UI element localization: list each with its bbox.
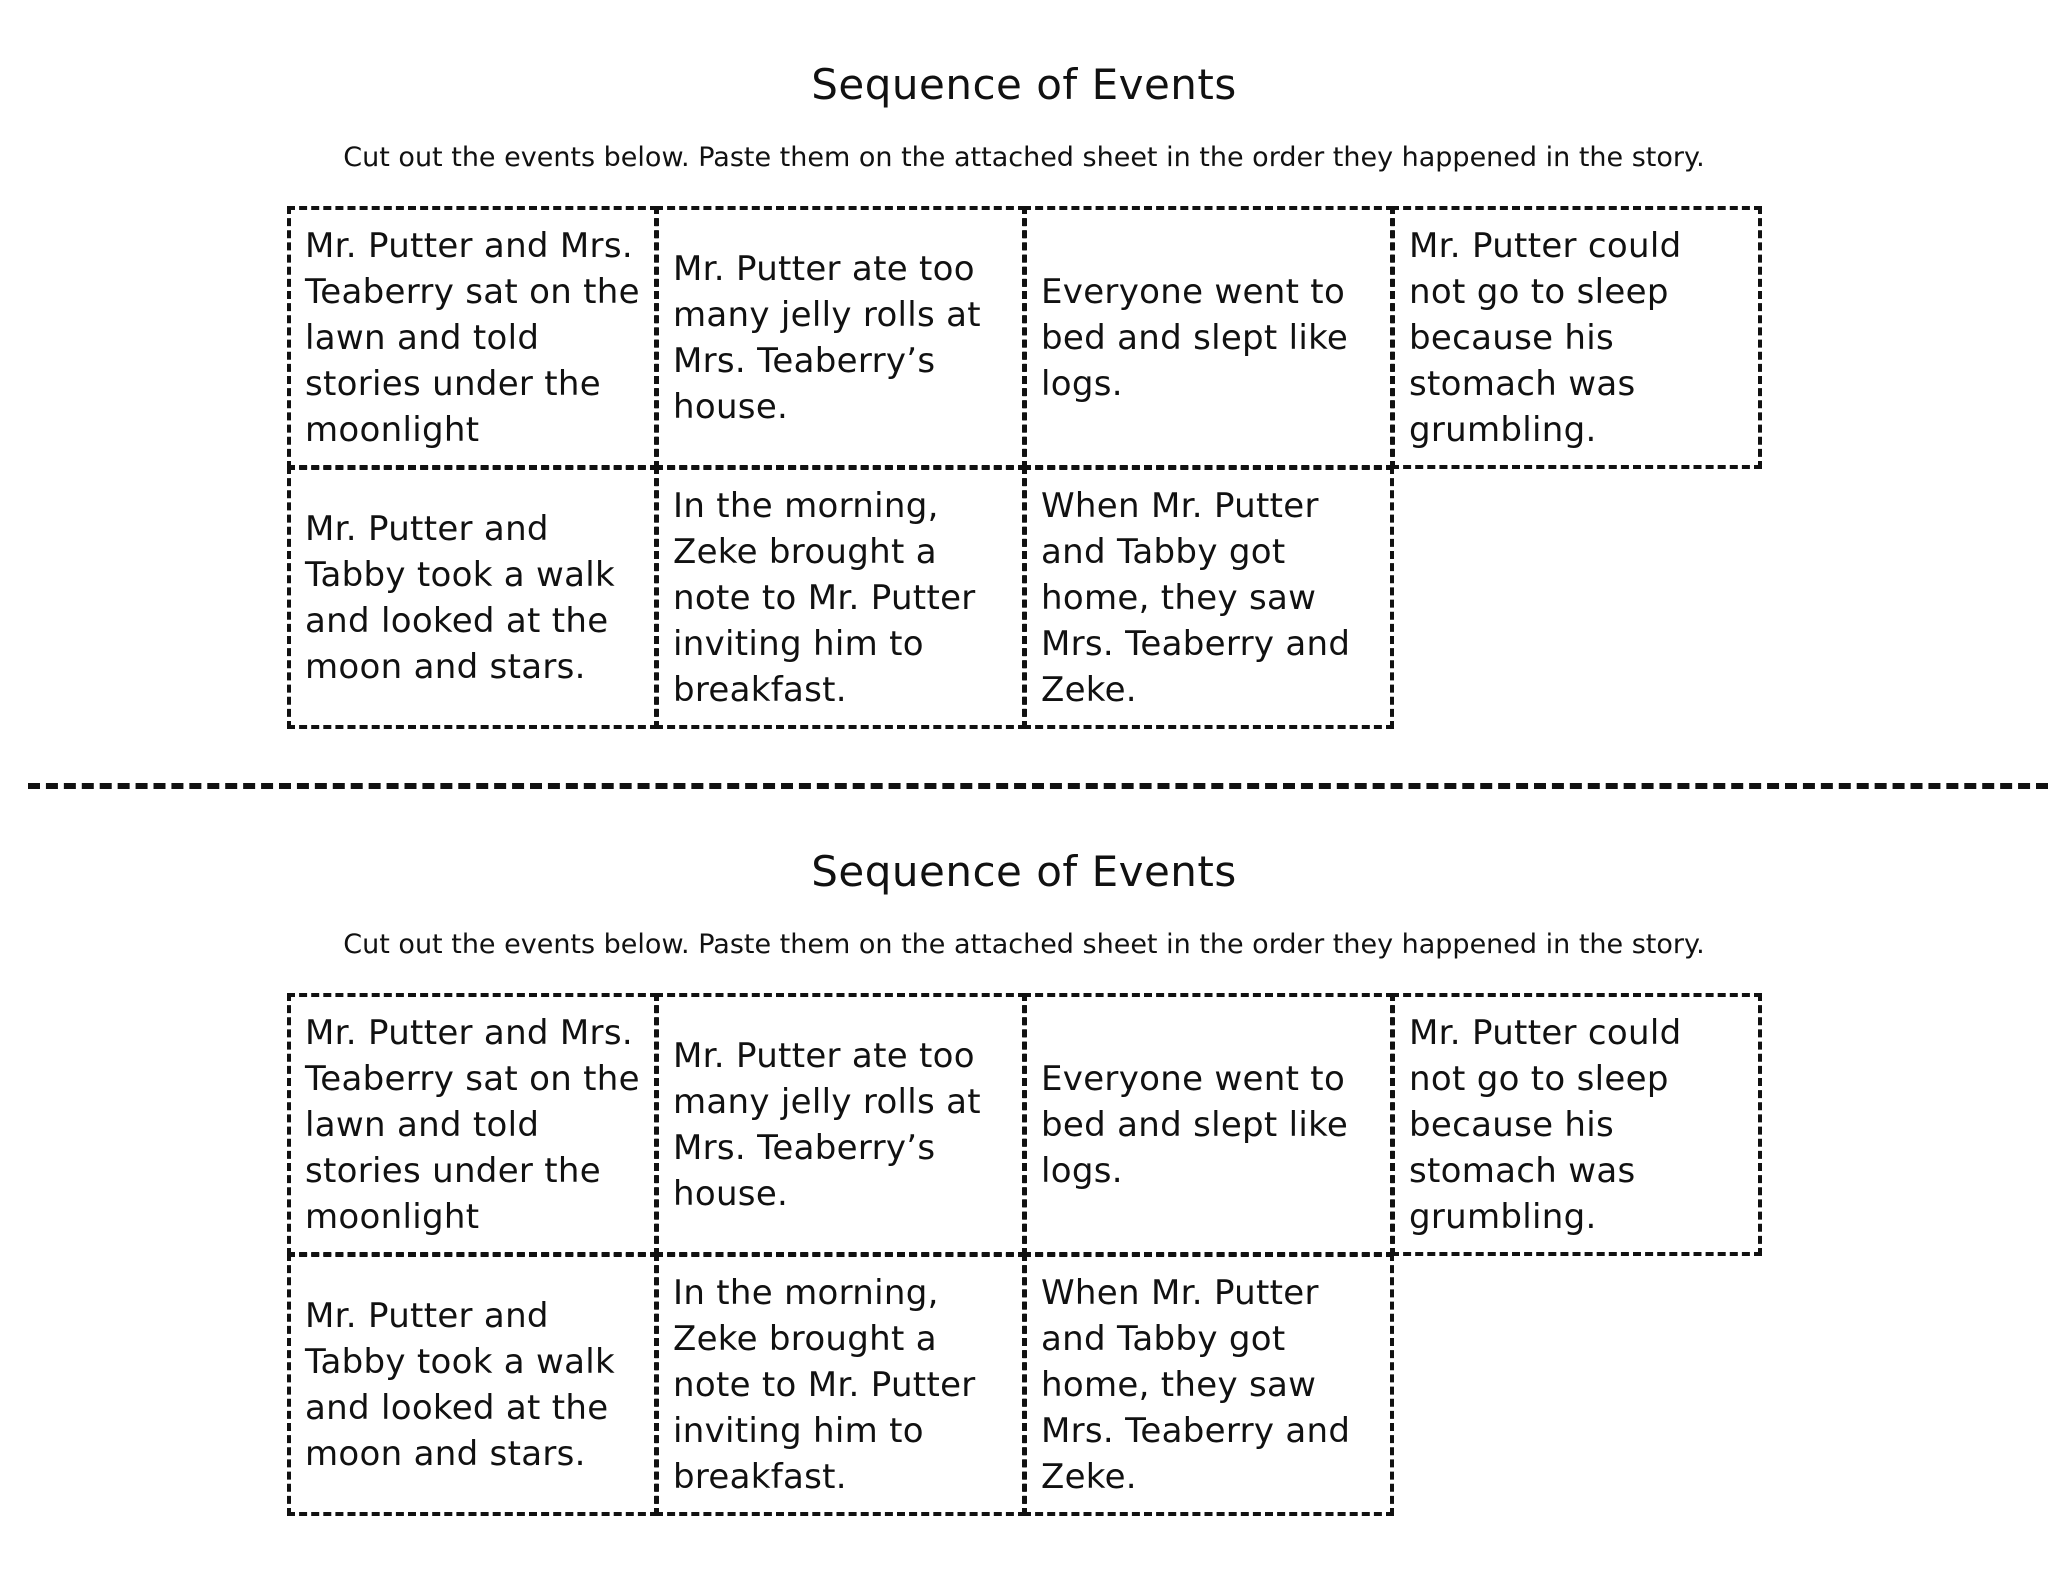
event-card-text: Mr. Putter ate too many jelly rolls at Mrs. Teaberry’s house. (673, 248, 981, 427)
event-card-text: When Mr. Putter and Tabby got home, they saw Mrs. Teaberry and Zeke. (1041, 485, 1351, 710)
event-card (655, 206, 1026, 469)
event-card (655, 993, 1026, 1256)
event-card-text: Everyone went to bed and slept like logs. (1041, 271, 1349, 404)
event-card (655, 466, 1026, 729)
cut-line-divider (28, 783, 2048, 789)
event-card-text: In the morning, Zeke brought a note to Mr. Putter inviting him to breakfast. (673, 485, 976, 710)
worksheet-section-top (0, 50, 2048, 710)
instructions-text: Cut out the events below. Paste them on the attached sheet in the order they happened in the story. (343, 929, 1705, 960)
event-card-text: Everyone went to bed and slept like logs. (1041, 1058, 1349, 1191)
event-card (287, 1253, 658, 1516)
event-card-text: Mr. Putter and Mrs. Teaberry sat on the lawn and told stories under the moonlight (305, 225, 640, 450)
event-cards-grid (287, 993, 1767, 1517)
event-card (287, 206, 658, 469)
event-card (1023, 466, 1394, 729)
event-card-text: Mr. Putter could not go to sleep because his stomach was grumbling. (1409, 225, 1682, 450)
event-card (1391, 206, 1762, 469)
event-card (1023, 993, 1394, 1256)
event-cards-grid (287, 206, 1767, 730)
event-card-text: When Mr. Putter and Tabby got home, they saw Mrs. Teaberry and Zeke. (1041, 1272, 1351, 1497)
page-title: Sequence of Events (811, 60, 1237, 109)
event-card (1023, 1253, 1394, 1516)
event-card (655, 1253, 1026, 1516)
event-card (287, 993, 658, 1256)
event-card (1391, 993, 1762, 1256)
worksheet-section-bottom (0, 837, 2048, 1497)
event-card-text: Mr. Putter ate too many jelly rolls at Mrs. Teaberry’s house. (673, 1035, 981, 1214)
instructions-text: Cut out the events below. Paste them on the attached sheet in the order they happened in the story. (343, 142, 1705, 173)
event-card (287, 466, 658, 729)
event-card-text: Mr. Putter could not go to sleep because his stomach was grumbling. (1409, 1012, 1682, 1237)
event-card-text: Mr. Putter and Tabby took a walk and looked at the moon and stars. (305, 508, 616, 687)
event-card (1023, 206, 1394, 469)
event-card-text: In the morning, Zeke brought a note to Mr. Putter inviting him to breakfast. (673, 1272, 976, 1497)
page-title: Sequence of Events (811, 847, 1237, 896)
event-card-text: Mr. Putter and Mrs. Teaberry sat on the lawn and told stories under the moonlight (305, 1012, 640, 1237)
event-card-text: Mr. Putter and Tabby took a walk and looked at the moon and stars. (305, 1295, 616, 1474)
